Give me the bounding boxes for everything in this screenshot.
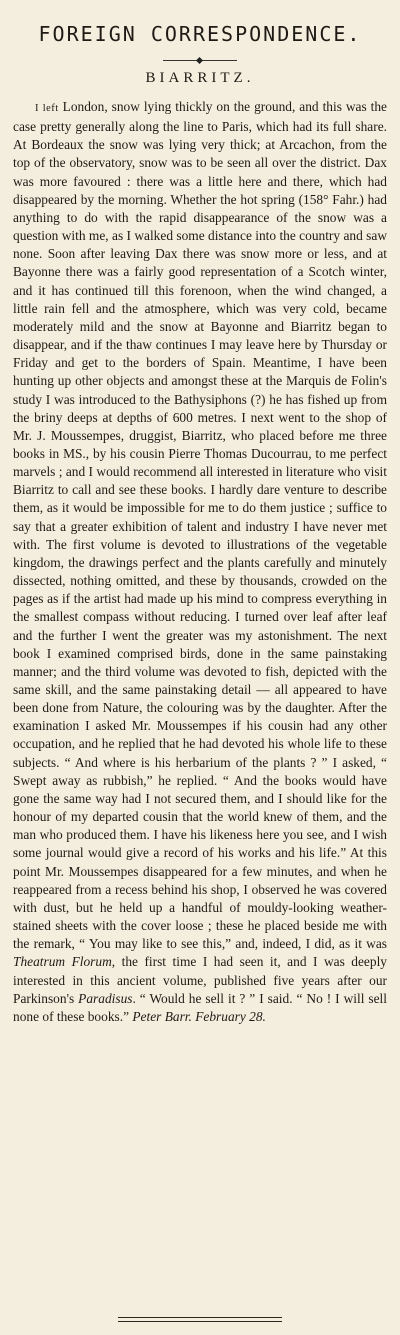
end-rule-top	[118, 1317, 282, 1318]
ornament-divider	[163, 60, 237, 63]
end-rule-bottom	[118, 1321, 282, 1322]
article-body	[13, 98, 387, 1026]
diamond-ornament-icon	[196, 57, 203, 64]
article-title: BIARRITZ.	[145, 70, 255, 86]
article-text-1: London, snow lying thickly on the ground, and this was the case pretty generally along the line to Paris, which had its full share. At Bordeaux the snow was lying very thick; at Arcachon, from the top of the observatory, snow was to be seen all over the district. Dax was more favoured : there was a little here and there, which had disappeared by the morning. Whether the hot spring (158° Fahr.) had anything to do with the rapid disappearance of the snow was a question with me, as I walked some distance into the country and saw none. Soon after leaving Dax there was snow more or less, and at Bayonne there was a fairly good representation of a Scotch winter, and it has continued till this forenoon, when the wind changed, a little rain fell and the atmosphere, which was very cold, became moderately mild and the snow at Bayonne and Biarritz began to disappear, and if the thaw continues I may leave here by Thursday or Friday and get to the borders of Spain. Meantime, I have been hunting up other objects and amongst these at the Marquis de Folin's study I was introduced to the Bathysiphons (?) he has fished up from the briny deeps at depths of 600 metres. I next went to the shop of Mr. J. Moussempes, druggist, Biarritz, who placed before me three books in MS., by his cousin Pierre Thomas Ducourrau, to me perfect marvels ; and I would recommend all interested in literature who visit Biarritz to call and see these books. I hardly dare venture to describe them, as it would be impossible for me to do them justice ; suffice to say that a greater exhibition of talent and industry I have never met with. The first volume is devoted to illustrations of the vegetable kingdom, the drawings perfect and the plants carefully and minutely dissected, nothing omitted, and these by thousands, crowded on the pages as if the artist had made up his mind to compress everything in the smallest compass without reducing. I turned over leaf after leaf and the further I went the greater was my astonishment. The next book I examined comprised birds, done in the same painstaking manner; and the third volume was devoted to fish, depicted with the same skill, and the same painstaking detail — all appeared to have been done from Nature, the colouring was by the daughter. After the examination I asked Mr. Moussempes if his cousin had any other occupation, and he replied that he had devoted his whole life to these subjects. “ And where is his herbarium of the plants ? ” I asked, “ Swept away as rubbish,” he replied. “ And the books would have gone the same way had I not secured them, and I should like for the honour of my departed cousin that the world knew of them, and the man who produced them. I have his likeness here you see, and I wish some journal would give a record of his works and his life.” At this point Mr. Moussempes disappeared for a few minutes, and when he reappeared from a recess behind his shop, I observed he was covered with dust, but he held up a handful of mouldy-looking weather-stained sheets with the cover loose ; these he placed beside me with the remark, “ You may like to see this,” and, indeed, I did, as it was	[13, 99, 387, 952]
article-text-2: , the first time I had seen it, and I was deeply interested in this ancient volume, published five years after our Parkinson's	[13, 954, 387, 1006]
article-text-3: . “ Would he sell it ? ” I said. “ No ! I will sell none of these books.”	[13, 990, 387, 1024]
book-title-theatrum: Theatrum Florum	[13, 954, 112, 970]
section-title: FOREIGN CORRESPONDENCE.	[38, 22, 362, 46]
book-title-paradisus: Paradisus	[78, 990, 133, 1006]
signature: Peter Barr. February 28.	[132, 1008, 266, 1024]
article-lead: I left	[35, 103, 59, 114]
